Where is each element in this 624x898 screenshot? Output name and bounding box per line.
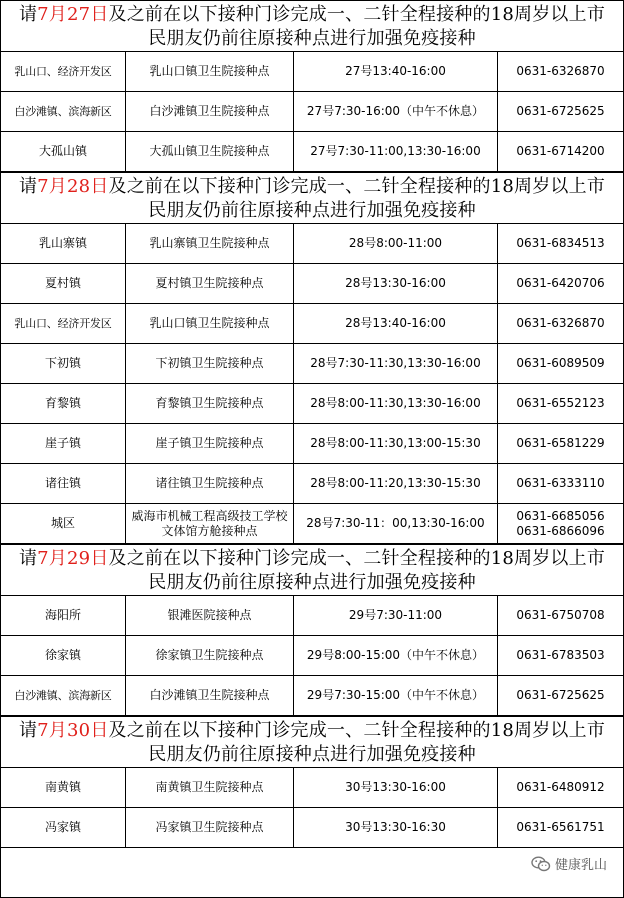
phone-number: 0631-6783503 — [516, 648, 605, 662]
table-row — [0, 768, 624, 808]
header-prefix: 请 — [18, 176, 38, 197]
header-line-2: 民朋友仍前往原接种点进行加强免疫接种 — [148, 744, 476, 765]
watermark-brand — [531, 854, 607, 873]
time-cell: 27号7:30-11:00,13:30-16:00 — [294, 132, 498, 172]
site-cell: 白沙滩镇卫生院接种点 — [126, 92, 294, 132]
time-cell: 28号7:30-11：00,13:30-16:00 — [294, 504, 498, 544]
phone-cell — [498, 264, 624, 304]
time-cell: 28号13:40-16:00 — [294, 304, 498, 344]
table-row — [0, 464, 624, 504]
table-row — [0, 424, 624, 464]
table-row — [0, 504, 624, 544]
wechat-icon — [531, 856, 551, 872]
footer — [0, 848, 624, 898]
area-cell: 白沙滩镇、滨海新区 — [0, 676, 126, 716]
header-date: 7月28日 — [37, 176, 109, 197]
table-row — [0, 636, 624, 676]
phone-cell — [498, 92, 624, 132]
section-header — [0, 544, 624, 596]
site-cell: 白沙滩镇卫生院接种点 — [126, 676, 294, 716]
area-cell: 冯家镇 — [0, 808, 126, 848]
site-cell: 南黄镇卫生院接种点 — [126, 768, 294, 808]
header-date: 7月29日 — [37, 548, 109, 569]
phone-number: 0631-6866096 — [516, 523, 605, 538]
site-cell: 银滩医院接种点 — [126, 596, 294, 636]
site-cell: 乳山寨镇卫生院接种点 — [126, 224, 294, 264]
phone-cell — [498, 384, 624, 424]
phone-cell — [498, 344, 624, 384]
phone-cell — [498, 464, 624, 504]
header-date: 7月27日 — [37, 4, 109, 25]
table-row — [0, 596, 624, 636]
phone-number: 0631-6552123 — [516, 396, 605, 410]
phone-number: 0631-6750708 — [516, 608, 605, 622]
table-row — [0, 808, 624, 848]
area-cell: 大孤山镇 — [0, 132, 126, 172]
time-cell: 28号8:00-11:20,13:30-15:30 — [294, 464, 498, 504]
area-cell: 诸往镇 — [0, 464, 126, 504]
area-cell: 乳山口、经济开发区 — [0, 304, 126, 344]
area-cell: 海阳所 — [0, 596, 126, 636]
phone-cell — [498, 676, 624, 716]
site-cell: 威海市机械工程高级技工学校文体馆方舱接种点 — [126, 504, 294, 544]
header-suffix: 及之前在以下接种门诊完成一、二针全程接种的18周岁以上市 — [108, 176, 606, 197]
site-cell: 夏村镇卫生院接种点 — [126, 264, 294, 304]
header-suffix: 及之前在以下接种门诊完成一、二针全程接种的18周岁以上市 — [108, 4, 606, 25]
phone-cell — [498, 808, 624, 848]
table-row — [0, 676, 624, 716]
phone-number: 0631-6581229 — [516, 436, 605, 450]
phone-number: 0631-6326870 — [516, 316, 605, 330]
section-header — [0, 716, 624, 768]
phone-number: 0631-6714200 — [516, 144, 605, 158]
table-row — [0, 304, 624, 344]
table-row — [0, 92, 624, 132]
site-cell: 崖子镇卫生院接种点 — [126, 424, 294, 464]
phone-number: 0631-6725625 — [516, 104, 605, 118]
area-cell: 夏村镇 — [0, 264, 126, 304]
time-cell: 27号13:40-16:00 — [294, 52, 498, 92]
header-suffix: 及之前在以下接种门诊完成一、二针全程接种的18周岁以上市 — [108, 720, 606, 741]
time-cell: 28号8:00-11:00 — [294, 224, 498, 264]
site-cell: 诸往镇卫生院接种点 — [126, 464, 294, 504]
phone-number: 0631-6420706 — [516, 276, 605, 290]
time-cell: 28号8:00-11:30,13:30-16:00 — [294, 384, 498, 424]
phone-number: 0631-6333110 — [516, 476, 605, 490]
section-header — [0, 0, 624, 52]
table-row — [0, 132, 624, 172]
header-line-1 — [1, 175, 623, 199]
time-cell: 29号8:00-15:00（中午不休息） — [294, 636, 498, 676]
site-cell: 徐家镇卫生院接种点 — [126, 636, 294, 676]
area-cell: 乳山寨镇 — [0, 224, 126, 264]
header-line-2: 民朋友仍前往原接种点进行加强免疫接种 — [148, 572, 476, 593]
brand-name: 健康乳山 — [554, 858, 607, 873]
header-line-2: 民朋友仍前往原接种点进行加强免疫接种 — [148, 28, 476, 49]
table-row — [0, 344, 624, 384]
time-cell: 29号7:30-15:00（中午不休息） — [294, 676, 498, 716]
phone-cell — [498, 768, 624, 808]
phone-cell — [498, 596, 624, 636]
phone-number: 0631-6480912 — [516, 780, 605, 794]
table-row — [0, 264, 624, 304]
time-cell: 28号8:00-11:30,13:00-15:30 — [294, 424, 498, 464]
phone-cell — [498, 132, 624, 172]
phone-number: 0631-6089509 — [516, 356, 605, 370]
section-header — [0, 172, 624, 224]
area-cell: 南黄镇 — [0, 768, 126, 808]
table-row — [0, 384, 624, 424]
time-cell: 28号13:30-16:00 — [294, 264, 498, 304]
time-cell: 30号13:30-16:00 — [294, 768, 498, 808]
header-prefix: 请 — [18, 548, 38, 569]
area-cell: 徐家镇 — [0, 636, 126, 676]
header-line-2: 民朋友仍前往原接种点进行加强免疫接种 — [148, 200, 476, 221]
phone-cell — [498, 424, 624, 464]
area-cell: 崖子镇 — [0, 424, 126, 464]
time-cell: 27号7:30-16:00（中午不休息） — [294, 92, 498, 132]
header-prefix: 请 — [18, 720, 38, 741]
header-prefix: 请 — [18, 4, 38, 25]
site-cell: 下初镇卫生院接种点 — [126, 344, 294, 384]
phone-number: 0631-6326870 — [516, 64, 605, 78]
area-cell: 乳山口、经济开发区 — [0, 52, 126, 92]
area-cell: 下初镇 — [0, 344, 126, 384]
area-cell: 育黎镇 — [0, 384, 126, 424]
time-cell: 29号7:30-11:00 — [294, 596, 498, 636]
phone-cell — [498, 636, 624, 676]
header-line-1 — [1, 719, 623, 743]
phone-cell — [498, 224, 624, 264]
site-cell: 乳山口镇卫生院接种点 — [126, 52, 294, 92]
header-line-1 — [1, 547, 623, 571]
table-row — [0, 52, 624, 92]
header-line-1 — [1, 3, 623, 27]
area-cell: 白沙滩镇、滨海新区 — [0, 92, 126, 132]
phone-cell — [498, 304, 624, 344]
header-date: 7月30日 — [37, 720, 109, 741]
phone-number: 0631-6685056 — [516, 508, 605, 523]
phone-number: 0631-6561751 — [516, 820, 605, 834]
site-cell: 育黎镇卫生院接种点 — [126, 384, 294, 424]
time-cell: 28号7:30-11:30,13:30-16:00 — [294, 344, 498, 384]
phone-cell — [498, 52, 624, 92]
area-cell: 城区 — [0, 504, 126, 544]
site-cell: 乳山口镇卫生院接种点 — [126, 304, 294, 344]
site-cell: 冯家镇卫生院接种点 — [126, 808, 294, 848]
site-cell: 大孤山镇卫生院接种点 — [126, 132, 294, 172]
table-row — [0, 224, 624, 264]
phone-cell — [498, 504, 624, 544]
phone-number: 0631-6834513 — [516, 236, 605, 250]
header-suffix: 及之前在以下接种门诊完成一、二针全程接种的18周岁以上市 — [108, 548, 606, 569]
phone-number: 0631-6725625 — [516, 688, 605, 702]
time-cell: 30号13:30-16:30 — [294, 808, 498, 848]
